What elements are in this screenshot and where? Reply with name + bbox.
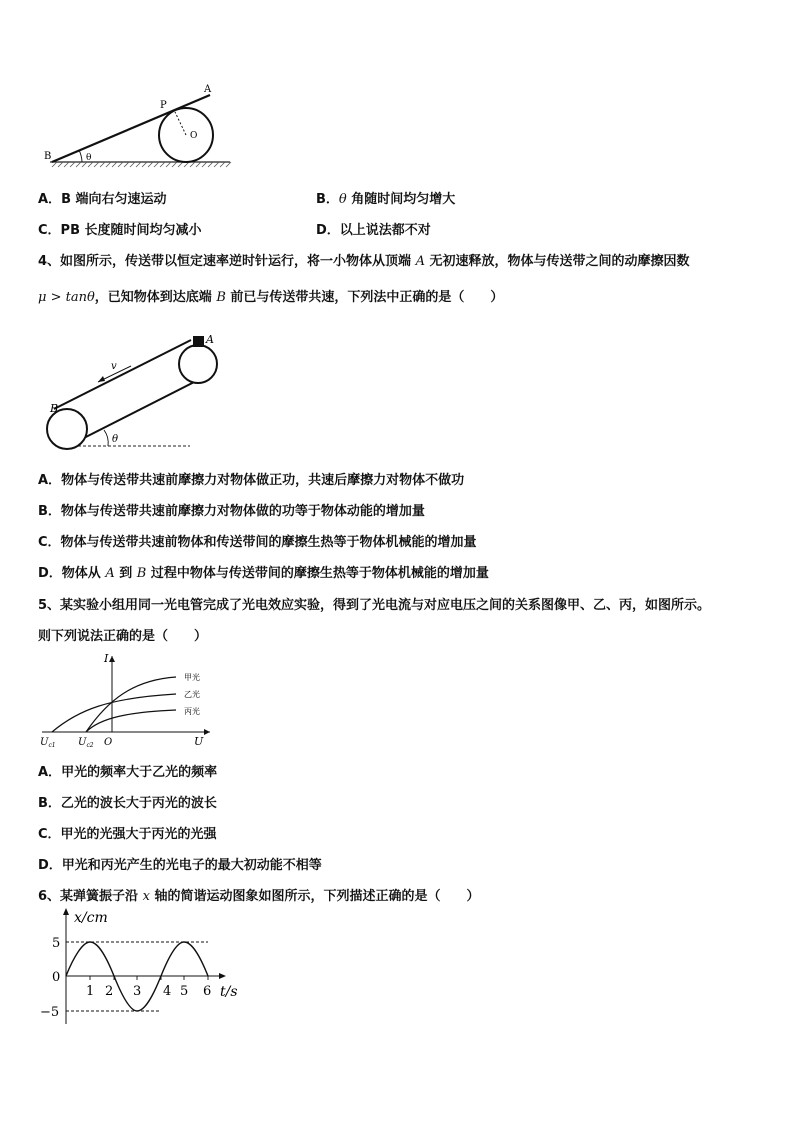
label-y-neg5: −5 [40,1005,60,1020]
q4-option-b: B．物体与传送带共速前摩擦力对物体做的功等于物体动能的增加量 [38,504,425,519]
q3-figure [38,78,238,172]
q5-option-b: B．乙光的波长大于丙光的波长 [38,796,217,811]
q4-option-a: A．物体与传送带共速前摩擦力对物体做正功，共速后摩擦力对物体不做功 [38,473,465,488]
label-yi: 乙光 [184,690,200,699]
q3-option-a: A．B 端向右匀速运动 [38,192,167,207]
roller-bottom [47,409,87,449]
label-theta: θ [86,153,92,163]
q4-option-c: C．物体与传送带共速前物体和传送带间的摩擦生热等于物体机械能的增加量 [38,535,477,550]
label-O: O [104,737,113,748]
label-U: U [194,735,204,748]
tick-6: 6 [203,984,212,999]
label-jia: 甲光 [184,673,200,682]
label-theta: θ [112,434,119,445]
tick-2: 2 [105,984,114,999]
q5-stem-line1: 5、某实验小组用同一光电管完成了光电效应实验，得到了光电流与对应电压之间的关系图像甲、乙、丙，如图所示。 [38,598,711,613]
label-x: t/s [220,984,238,1000]
label-bing: 丙光 [184,707,200,716]
rod [52,95,210,162]
label-y-0: 0 [52,970,61,985]
q4-formula: μ > tanθ [38,290,95,305]
label-O: O [190,131,198,141]
label-B: B [50,402,59,415]
tick-1: 1 [86,984,95,999]
roller-top [179,345,217,383]
label-Uc1: $U_{c1}$ [40,737,56,749]
q5-figure [38,650,218,750]
q4-stem-line1: 4、如图所示，传送带以恒定速率逆时针运行，将一小物体从顶端 A 无初速释放，物体与传送带之间的动摩擦因数 [38,254,690,269]
q3-option-c: C．PB 长度随时间均匀减小 [38,223,202,238]
q6-stem: 6、某弹簧振子沿 x 轴的简谐运动图象如图所示，下列描述正确的是（ ） [38,889,480,904]
q4-option-d: D．物体从 A 到 B 过程中物体与传送带间的摩擦生热等于物体机械能的增加量 [38,566,489,581]
label-v: v [111,361,117,372]
q3-option-d: D．以上说法都不对 [316,223,431,238]
q5-option-d: D．甲光和丙光产生的光电子的最大初动能不相等 [38,858,322,873]
q5-option-a: A．甲光的频率大于乙光的频率 [38,765,218,780]
q4-stem-line2: μ > tanθ，已知物体到达底端 B 前已与传送带共速，下列法中正确的是（ ） [38,290,504,305]
curve-bing [86,710,176,732]
block-A [193,336,204,347]
q4-figure [40,326,214,452]
belt-top [54,340,191,409]
label-I: I [104,652,109,665]
tick-4: 4 [163,984,172,999]
label-Uc2: $U_{c2}$ [78,737,94,749]
label-B: B [44,151,52,162]
label-y-5: 5 [52,936,61,951]
curve-jia [86,677,176,732]
label-A: A [204,84,212,95]
tick-3: 3 [133,984,142,999]
label-A: A [206,333,214,346]
q5-option-c: C．甲光的光强大于丙光的光强 [38,827,217,842]
q5-stem-line2: 则下列说法正确的是（ ） [38,629,208,644]
label-y: x/cm [74,910,108,926]
q3-option-b: B．θ 角随时间均匀增大 [316,192,456,207]
q6-figure [36,906,256,1030]
belt-bottom [72,374,210,444]
label-P: P [160,100,167,111]
tick-5: 5 [180,984,189,999]
